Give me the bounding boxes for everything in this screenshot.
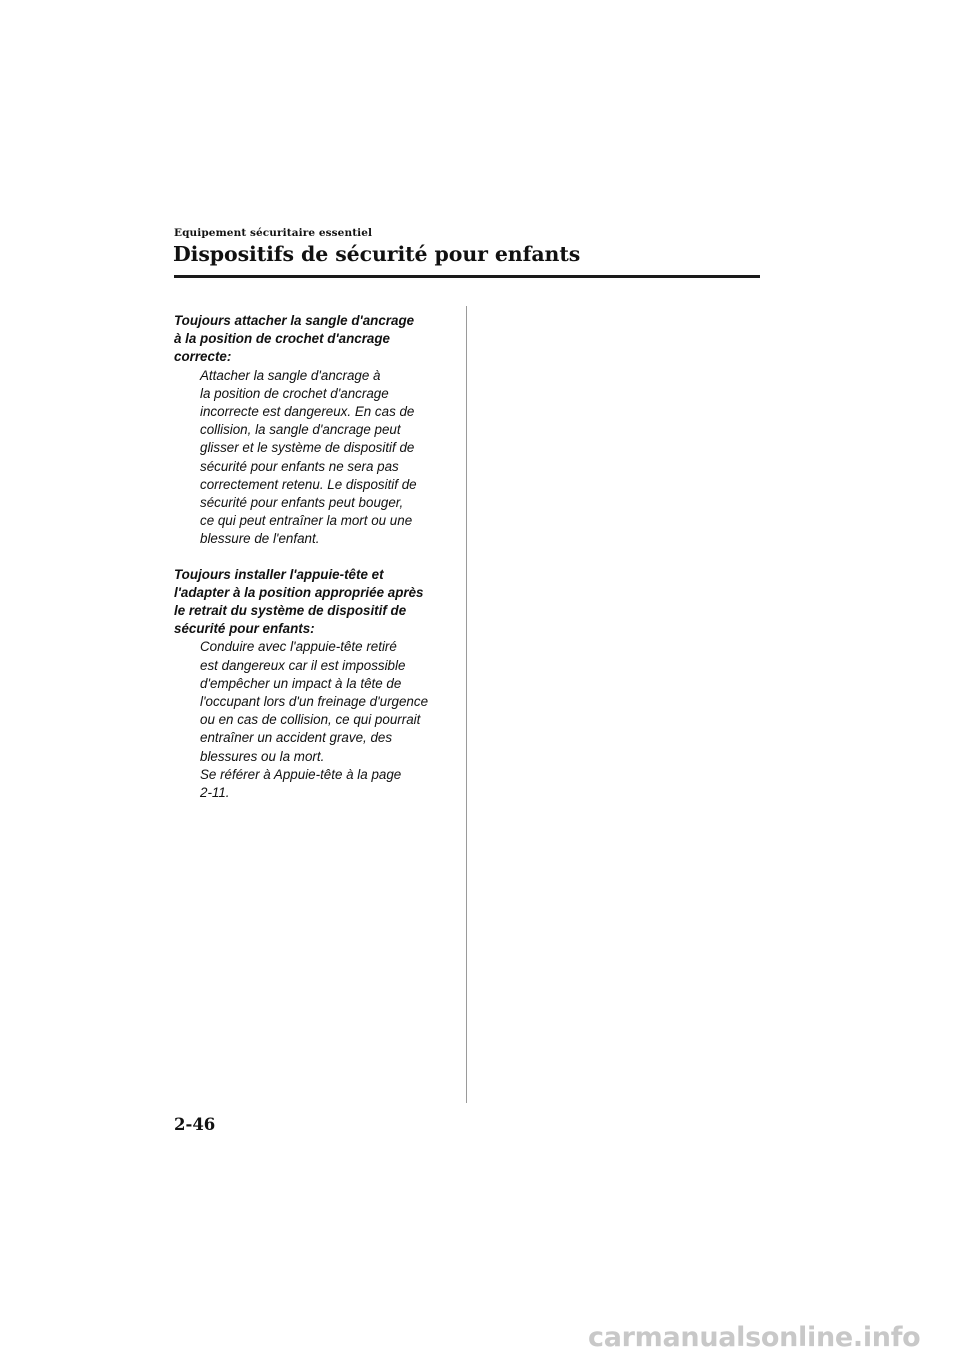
body-line: Conduire avec l'appuie-tête retiré xyxy=(200,639,397,655)
warning-heading xyxy=(174,566,462,639)
title-underline xyxy=(174,275,760,278)
body-line: incorrecte est dangereux. En cas de xyxy=(200,404,415,420)
body-line: sécurité pour enfants peut bouger, xyxy=(200,495,404,511)
body-line: entraîner un accident grave, des xyxy=(200,730,393,746)
left-column xyxy=(174,312,462,819)
body-line: Attacher la sangle d'ancrage à xyxy=(200,367,381,383)
warning-body xyxy=(200,367,462,549)
warning-headrest xyxy=(174,566,462,803)
heading-line: à la position de crochet d'ancrage xyxy=(174,331,391,347)
warning-heading xyxy=(174,312,462,367)
cross-reference-line: Se référer à Appuie-tête à la page xyxy=(200,766,402,782)
heading-line: Toujours installer l'appuie-tête et xyxy=(174,566,384,582)
body-line: la position de crochet d'ancrage xyxy=(200,385,389,401)
cross-reference-page: 2-11. xyxy=(200,785,230,801)
body-line: blessures ou la mort. xyxy=(200,748,325,764)
watermark: carmanualsonline.info xyxy=(588,1322,921,1353)
body-line: d'empêcher un impact à la tête de xyxy=(200,675,402,691)
heading-line: correcte: xyxy=(174,349,232,365)
section-label: Equipement sécuritaire essentiel xyxy=(174,227,373,239)
warning-anchor-strap xyxy=(174,312,462,549)
body-line: glisser et le système de dispositif de xyxy=(200,440,415,456)
body-line: correctement retenu. Le dispositif de xyxy=(200,476,417,492)
body-line: est dangereux car il est impossible xyxy=(200,657,406,673)
body-line: ce qui peut entraîner la mort ou une xyxy=(200,513,413,529)
body-line: blessure de l'enfant. xyxy=(200,531,320,547)
heading-line: l'adapter à la position appropriée après xyxy=(174,584,424,600)
page-number: 2-46 xyxy=(174,1115,216,1134)
body-line: l'occupant lors d'un freinage d'urgence xyxy=(200,694,429,710)
body-line: ou en cas de collision, ce qui pourrait xyxy=(200,712,421,728)
column-divider xyxy=(466,306,467,1103)
heading-line: Toujours attacher la sangle d'ancrage xyxy=(174,313,415,328)
heading-line: sécurité pour enfants: xyxy=(174,621,315,637)
warning-body xyxy=(200,638,462,802)
heading-line: le retrait du système de dispositif de xyxy=(174,603,407,619)
body-line: sécurité pour enfants ne sera pas xyxy=(200,458,399,474)
body-line: collision, la sangle d'ancrage peut xyxy=(200,422,401,438)
page-title: Dispositifs de sécurité pour enfants xyxy=(173,242,581,266)
